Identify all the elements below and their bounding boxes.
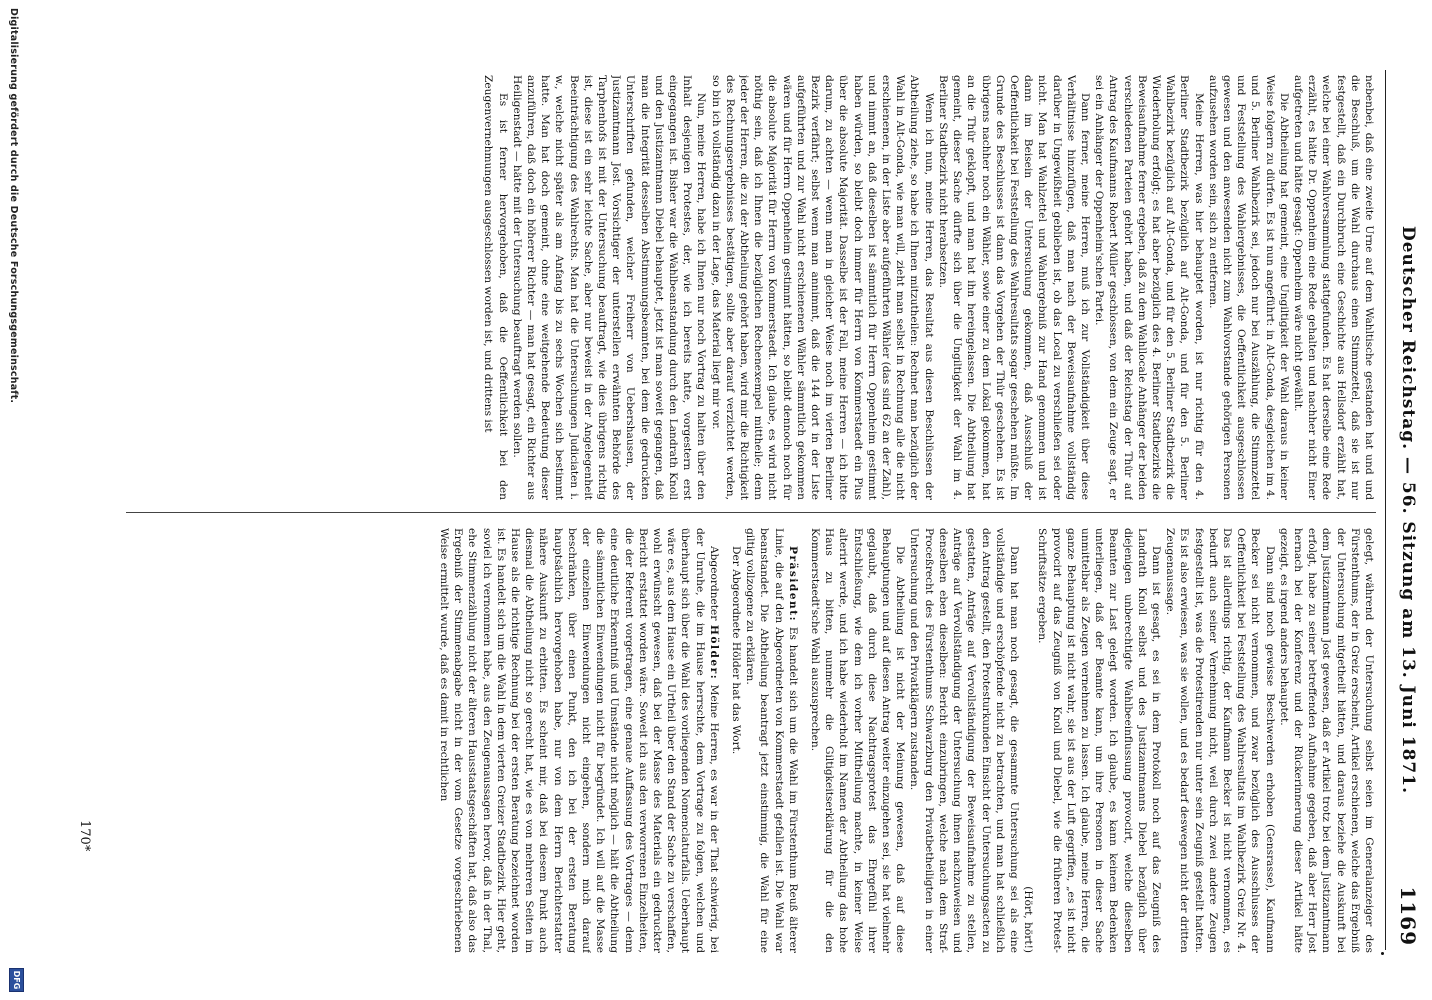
paragraph-gap: [721, 528, 729, 953]
paragraph: Abgeordneter Hölder: Meine Herren, es war in der That schwierig, bei der Unruhe, die im Hause herrschte, dem Vortrage zu folgen, welchen und überhaupt sich über die Wahl des vorliegenden Nomenclaturfalls. Ueberhaupt wäre es, aus dem Hause ein Urtheil über den Stand der Sache zu verschaffen, wohl erwünscht gewesen, daß bei der Masse des Materials ein gedruckter Bericht erstattet worden wäre. Soweit ich aus den verworrenen Einzelheiten, die der Referent vorgetragen, eine genaue Auffassung des Vortrages — denn eine deutliche Erkenntniß und Umstände nicht möglich — hält die Abtheilung die sämmtlichen Einwendungen nicht für begründet. Ich will auf die Masse der einzelnen Einwendungen nicht eingehen, sondern mich darauf beschränken, über einen Punkt, den ich bei der ersten Beratung hauptsächlich hervorgehoben habe, nur von dem Herrn Berichterstatter nähere Auskunft zu erbitten. Es scheint mir, daß bei diesem Punkt auch diesmal die Abtheilung nicht so gerecht hat, wie es von mehreren Seiten im Hause als die richtige Rechnung bei der ersten Beratung bezeichnet worden ist. Es handelt sich um die Wahl in dem vierten Greizer Stadtbezirk. Hier geht, soviel ich vernommen habe, aus den Zeugenaussagen hervor, daß in der Thal, ehe Stimmenzählung nicht der älteren Hausstaatsgeschäften hat, daß also das Ergebniß der Stimmenabgabe nicht in der vom Gesetze vorgeschriebenen Weise ermittelt wurde, daß es damit in rechtlichen: [438, 528, 720, 953]
paragraph: Dann ist gesagt, es sei in dem Protokoll noch auf das Zeugniß des Landrath Knoll selbst und des Justizamtmanns Diebel bezüglich über diejenigen unberechtigte Wahlbeeinflussung provocirt, welche dieselben Beamten zur Last gelegt worden. Ich glaube, es kann keinem Bedenken unterliegen, daß der Beamte kann, um ihre Personen in dieser Sache unmittelbar als Zeugen vernehmen zu lassen. Ich glaube, meine Herren, die ganze Behauptung ist nicht wahr, sie ist aus der Luft gegriffen, „es ist nicht provocirt auf das Zeugniß von Knoll und Diebel, wie die früheren Protest-Schriftsätze ergeben.: [1036, 528, 1162, 953]
sheet-number: 170*: [77, 820, 92, 852]
paragraph: Präsident: Es handelt sich um die Wahl im Fürstenthum Reuß älterer Linie, die auf den Abgeordneten von Kommerstaedt gefallen ist. Die Wahl war beanstandet. Die Abtheilung beantragt jetzt einstimmig, die Wahl für eine giltig vollzogene zu erklären.: [744, 528, 799, 953]
paragraph: (Hört, hört!): [1022, 886, 1035, 953]
paragraph: Dann hat man noch gesagt, die gesammte Untersuchung sei als eine vollständige und erschöpfende nicht zu betrachten, und man hat schließlich den Antrag gestellt, den Protesturkunden Einsicht der Untersuchungsacten zu gestatten, Anträge auf Vervollständigung der Beweisaufnahme zu stellen, Anträge auf Vervollständigung der Untersuchung ihnen nachzuweisen und denselben eben dieselben: Bericht einzubringen, welche nach dem Straf-Proceßrecht des Fürstenthums Schwarzburg den Privatbetheiligten in einer Untersuchung und den Privatklägern zustanden.: [908, 528, 1020, 953]
paragraph: Wenn ich nun, meine Herren, das Resultat aus diesen Beschlüssen der Abtheilung ziehe, so habe ich Ihnen mitzutheilen: Rechnet man bezüglich der Wahl in Alt-Gonda, wie man will, zieht man selbst in Rechnung alle die nicht erschienenen, in der Liste aber aufgeführten Wähler (das sind 62 an der Zahl), und nimmt an, daß dieselben ist sämmtlich für Herrn Oppenheim gestimmt haben würden, so bleibt doch immer für Herrn von Kommerstaedt ein Plus über die absolute Majorität. Dasselbe ist der Fall, meine Herren — ich bitte darum, zu achten — wenn man in gleicher Weise noch im vierten Berliner Bezirk verfährt; selbst wenn man annimmt, daß die 144 dort in der Liste aufgeführten und zur Wahl nicht erschienenen Wähler sämmtlich gekommen wären und für Herrn Oppenheim gestimmt hätten, so bleibt dennoch noch für die absolute Majorität für Herrn von Kommerstaedt. Ich glaube, es wird nicht nöthig sein, daß ich Ihnen die bezüglichen Rechenexempel mittheile; denn jeder der Herren, die zu der Abtheilung gehört haben, wird mir die Richtigkeit des Rechnungsergebnisses bestätigen, sollte aber darauf verzichtet werden, so bin ich vollständig dazu in der Lage, das Material liegt mir vor.: [709, 75, 935, 500]
paragraph: Es ist ferner hervorgehoben, daß die Oeffentlichkeit bei den Zeugenvernehmungen ausgeschlossen worden ist, und drittens ist: [482, 75, 509, 500]
text-column-right: [106, 528, 1376, 953]
running-title: Deutscher Reichstag. — 56. Sitzung am 13. Juni 1871.: [1398, 226, 1418, 794]
page-header: [1385, 70, 1420, 950]
paragraph: Die Abtheilung ist nicht der Meinung gewesen, daß auf diese Behauptungen und auf diesen Antrag weiter einzugehen sei, sie hat vielmehr geglaubt, daß durch diese Nachtragsprotest das Ehrgefühl ihrer Entschließung, wie dem ich vorher Mittheilung machte, in keiner Weise alterirt werde, und ich habe wiederholt im Namen der Abtheilung das hohe Haus zu bitten, nunmehr die Giltigkeitserklärung für die den Kommerstaedt'sche Wahl auszusprechen.: [809, 528, 907, 953]
digitization-credit: Digitalisierung gefördert durch die Deutsche Forschungsgemeinschaft.: [8, 8, 19, 404]
paragraph: Meine Herren, was hier behauptet worden, ist nur richtig für den 4. Berliner Stadtbezirk bezüglich auf Alt-Gonda, und für den 5. Berliner Wahlbezirk bezüglich auf Alt-Gonda, und für den 5. Berliner Stadtbezirk die Wiederholung erfolgt; es hat aber bezüglich des 4. Berliner Stadtbezirks die Beweisaufnahme ferner ergeben, daß zu dem Wahllocale Anhänger der beiden verschiedenen Parteien gehört haben, und daß der Reichstag der Thür auf Antrag des Kaufmanns Robert Müller geschlossen, von dem ein Zeuge sagt, er sei ein Anhänger der Oppenheim'schen Partei.: [1093, 75, 1205, 500]
text-column-left: [106, 75, 1376, 500]
page-number: 1169: [1396, 886, 1420, 946]
paragraph: Die Abtheilung hat gemeint, eine Ungiltigkeit der Wahl daraus in keiner Weise folgern zu dürfen. Es ist nun angeführt: in Alt-Gonda, desgleichen im 4. und 5. Berliner Wahlbezirk sei, jedoch nur bei Auszählung, die Stimmzettel und Feststellung des Wahlergebnisses, die Oeffentlichkeit ausgeschlossen gewesen und den anwesenden nicht zum Wahlvorstande gehörigen Personen aufzusehen worden sein, sich zu entfernen.: [1206, 75, 1290, 500]
dfg-logo: DFG: [9, 968, 24, 992]
paragraph-gap: [800, 528, 808, 953]
paragraph: gelegt, während der Untersuchung selbst seien im Generalanzeiger des Fürstenthums, der in Greiz erscheint, Artikel erschienen, welche das Ergebniß der Untersuchung mitgetheilt hätten, und daraus beziehe die Auskunft bei dem Justizamtmann Jost gewesen, daß er Artikel trotz bei dem Justizamtmann erfolgt, habe zu seiner betreffenden Aufnahme gegeben, daß aber Herr Jost hernach bei der Konferenz und der Rückerinnerung dieser Artikel hätte gezeigt, es irgend anders behauptet.: [1277, 528, 1375, 953]
paragraph: Nun, meine Herren, habe ich Ihnen nur noch Vortrag zu halten über den Inhalt desjenigen Protestes, der, wie ich bereits hatte, vorgestern erst eingegangen ist. Bisher war die Wahlbeanstandung durch den Landrath Knoll und den Justizamtmann Diebel behauptet, jetzt ist man soweit gegangen, daß man die Integrität desselben Abstimmungsbeamten, bei dem die gedruckten Unterschriften gefunden, welcher Freiherr von Uebershausen, der Justizamtmann Jost. Vorsichtiger der unterstellen erwähnten Behörde des Tarphenhofs ist mit der Untersuchung beauftragt, wie dies übrigens richtig ist, diese ist ein sehr leichte Sache, aber nur beweist in der Angelegenheit Beeinträchtigung des Wahlrechts. Man hat die Untersuchungen Judiciaten i. w., welche nicht später als am Anfang bis zu sechs Wochen sich bestimmt hatte. Man hat doch gemeint, ohne eine weitgehende Bedeutung dieser anzuführen, daß doch ein höherer Richter — man hat gesagt, ein Richter aus Heiligenstadt — hätte mit der Untersuchung beauftragt werden sollen.: [510, 75, 708, 500]
paragraph: Dann ferner, meine Herren, muß ich zur Vollständigkeit über diese Verhältnisse hinzufügen, daß man nach der Beweisaufnahme vollständig darüber in Ungewißheit geblieben ist, ob das Local zu verschließen sei oder nicht. Man hat Wahlzettel und Wahlergebniß zur Hand genommen und ist dann im Beisein der Untersuchung gekommen, daß Ausschluß der Oeffentlichkeit bei Feststellung des Wahlresultats sogar geschehen müßte. Im Grunde des Beschlusses ist dann das Vorgehen der Thür geschehen. Es ist übrigens nachher noch ein Wähler, sowie einer zu dem Lokal gekommen, hat an die Thür geklopft, und man hat ihn hereingelassen. Die Abtheilung hat gemeint, dieser Sache dürfte sich über die Ungiltigkeit der Wahl im 4. Berliner Stadtbezirk nicht herabsetzen.: [936, 75, 1091, 500]
paragraph: Dann sind noch gewisse Beschwerden erhoben (Gensrasse), Kaufmann Becker sei nicht vernommen, und zwar bezüglich des Ausschlusses der Oeffentlichkeit bei Feststellung des Wahlresultats im Wahlbezirk Greiz Nr. 4. Das ist allerdings richtig, der Kaufmann Becker ist nicht vernommen, es bedurft auch seiner Vernehmung nicht, weil durch zwei andere Zeugen festgestellt ist, was die Protestirenden nur unter sein Zeugniß gestellt hatten. Es ist also erwiesen, was sie wollen, und es bedarf deswegen nicht der dritten Zeugenaussage.: [1164, 528, 1276, 953]
paragraph: nebenbei, daß eine zweite Urne auf dem Wahltische gestanden hat und und die Beschluß, um die Wahl durchaus einen Stimmzettel, daß sie ist nur festgestellt, daß ein Durchbruch eine Geschichte aus Hellsdorf erzählt hat, welche bei einer Wahlversammlung stattgefunden. Es hat derselbe eine Rede erzählt, es hätte Dr. Oppenheim eine Rede gehalten und nachher nicht Einer aufgetreten und hätte gesagt: Oppenheim wäre nicht gewählt.: [1291, 75, 1375, 500]
column-divider: [126, 512, 1376, 513]
print-mark: [1381, 952, 1384, 955]
paragraph: Der Abgeordnete Hölder hat das Wort.: [730, 546, 743, 755]
